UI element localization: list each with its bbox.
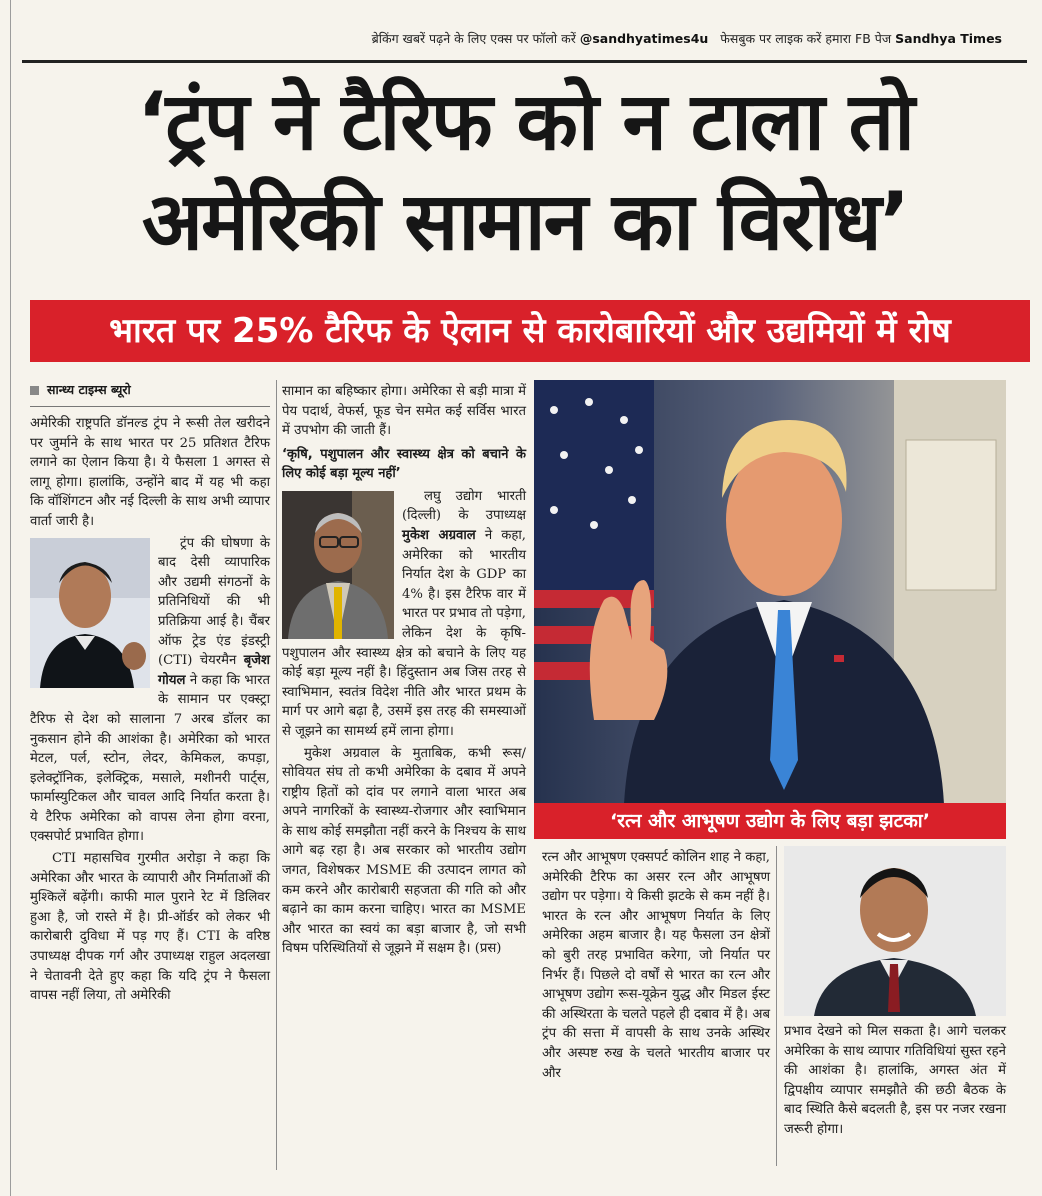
article-column-3 (542, 848, 770, 1168)
col3-para-1: रत्न और आभूषण एक्सपर्ट कोलिन शाह ने कहा, अमेरिकी टैरिफ का असर रत्न और आभूषण उद्योग पर पड़ेगा। ये किसी झटके से कम नहीं है। भारत के रत्न और आभूषण निर्यात के लिए अमेरिका अहम बाजार है। यह फैसला उन क्षेत्रों को बुरी तरह प्रभावित करेगा, जो निर्यात पर निर्भर हैं। पिछले दो वर्षों से भारत का रत्न और आभूषण उद्योग रूस-यूक्रेन युद्ध और मिडल ईस्ट की अस्थिरता के चलते पहले ही दबाव में है। अब ट्रंप की सत्ता में वापसी के साथ उनके अस्थिर और अस्पष्ट रुख के चलते भारतीय बाजार पर और (542, 850, 770, 1081)
goyal-portrait-image (30, 538, 150, 688)
shah-portrait-image (784, 846, 1006, 1016)
trump-photo-image (534, 380, 1006, 804)
x-follow-text: ब्रेकिंग खबरें पढ़ने के लिए एक्स पर फॉलो करें (371, 31, 576, 46)
byline (30, 381, 131, 398)
agarwal-portrait-image (282, 491, 394, 639)
goyal-name: बृजेश गोयल (158, 653, 270, 688)
col1-para-2b: ने कहा कि भारत के सामान पर एक्स्ट्रा टैरिफ से देश को सालाना 7 अरब डॉलर का नुकसान होने की आशंका है। अमेरिका को भारत मेटल, पर्ल, स्टोन, लेदर, केमिकल, कपड़ा, इलेक्ट्रॉनिक, इलेक्ट्रिक, मसाले, मशीनरी पार्ट्स, फार्मास्युटिकल और चावल आदि निर्यात करता है। ये टैरिफ अमेरिका को वापस लेना होगा वरना, एक्सपोर्ट प्रभावित होगा। (30, 672, 270, 845)
col1-para-1: अमेरिकी राष्ट्रपति डॉनल्ड ट्रंप ने रूसी तेल खरीदने पर जुर्माने के साथ भारत पर 25 प्रतिशत टैरिफ लगाने का ऐलान किया है। ये फैसला 1 अगस्त से लागू होगा। हालांकि, उन्होंने बाद में यह भी कहा कि वॉशिंगटन और नई दिल्ली के साथ अभी व्यापार वार्ता जारी है। (30, 416, 270, 529)
byline-square-icon (30, 386, 39, 395)
col2-para-1: सामान का बहिष्कार होगा। अमेरिका से बड़ी मात्रा में पेय पदार्थ, वेफर्स, फूड चेन समेत कई सर्विस भारत में उपभोग की जाती हैं। (282, 384, 526, 439)
col2-subheading: ‘कृषि, पशुपालन और स्वास्थ्य क्षेत्र को बचाने के लिए कोई बड़ा मूल्य नहीं’ (282, 446, 526, 481)
col2-para-2a: लघु उद्योग भारती (दिल्ली) के उपाध्यक्ष (402, 488, 526, 524)
fb-page-name[interactable]: Sandhya Times (895, 31, 1002, 46)
column-divider-1 (276, 380, 277, 1170)
social-promo-bar (22, 22, 1032, 56)
goyal-photo (30, 538, 150, 688)
shah-photo (784, 846, 1006, 1016)
page-edge-rule (10, 0, 11, 1196)
byline-text: सान्ध्य टाइम्स ब्यूरो (47, 382, 131, 397)
subheadline-banner: भारत पर 25% टैरिफ के ऐलान से कारोबारियों और उद्यमियों में रोष (30, 300, 1030, 362)
headline-line-1: ‘ट्रंप ने टैरिफ को न टाला तो (137, 75, 913, 168)
article-column-2 (282, 382, 526, 1172)
article-column-1 (30, 414, 270, 1174)
col4-para-1: प्रभाव देखने को मिल सकता है। आगे चलकर अमेरिका के साथ व्यापार गतिविधियां सुस्त रहने की आशंका है। हालांकि, अगस्त अंत में द्विपक्षीय व्यापार समझौते की छठी बैठक के बाद स्थिति कैसे बदलती है, इस पर नजर रखना जरूरी होगा। (784, 1024, 1006, 1137)
agarwal-name: मुकेश अग्रवाल (402, 527, 476, 543)
photo-caption-banner: ‘रत्न और आभूषण उद्योग के लिए बड़ा झटका’ (534, 803, 1006, 839)
header-divider (22, 60, 1027, 63)
col1-para-3: CTI महासचिव गुरमीत अरोड़ा ने कहा कि अमेरिका और भारत के व्यापारी और निर्माताओं की मुश्किलें बढ़ेंगी। काफी माल पुराने रेट में डिलिवर हुआ है, जो रास्ते में है। प्री-ऑर्डर को लेकर भी कारोबारी दुविधा में पड़ गए हैं। CTI के वरिष्ठ उपाध्यक्ष दीपक गर्ग और उपाध्यक्ष राहुल अदलखा ने चेतावनी देते हुए कहा कि यदि ट्रंप ने फैसला वापस नहीं लिया, तो अमेरिकी (30, 851, 270, 1004)
trump-photo (534, 380, 1006, 804)
x-handle[interactable]: @sandhyatimes4u (579, 31, 709, 46)
article-column-4 (784, 1022, 1006, 1172)
byline-rule (30, 406, 270, 407)
fb-like-text: फेसबुक पर लाइक करें हमारा FB पेज (720, 31, 892, 46)
col2-para-2b: ने कहा, अमेरिका को भारतीय निर्यात देश के GDP का 4% है। इस टैरिफ वार में भारत पर प्रभाव तो पड़ेगा, लेकिन देश के कृषि-पशुपालन और स्वास्थ्य क्षेत्र को बचाने के लिए यह कोई बड़ा मूल्य नहीं है। हिंदुस्तान अब जिस तरह से स्वाभिमान, स्वतंत्र विदेश नीति और भारत प्रथम के मार्ग पर आगे बढ़ा है, उसमें इस तरह की समस्याओं से जूझने का सामर्थ्य हमें लाना होगा। (282, 527, 526, 739)
main-headline (30, 72, 1020, 272)
headline-line-2: अमेरिकी सामान का विरोध’ (141, 175, 909, 268)
column-divider-3 (776, 846, 777, 1166)
col1-para-2a: ट्रंप की घोषणा के बाद देसी व्यापारिक और उद्यमी संगठनों के प्रतिनिधियों की भी प्रतिक्रिया आई है। चैंबर ऑफ ट्रेड एंड इंडस्ट्री (CTI) चेयरमैन (158, 535, 270, 669)
col2-para-3: मुकेश अग्रवाल के मुताबिक, कभी रूस/सोवियत संघ तो कभी अमेरिका के दबाव में अपने राष्ट्रीय हितों को दांव पर लगाने वाला भारत अब अपने नागरिकों के स्वास्थ्य-रोजगार और स्वाभिमान के साथ कोई समझौता नहीं करने के निश्चय के साथ आगे बढ़ रहा है। अब सरकार को भारतीय उद्योग जगत, विशेषकर MSME की उत्पादन लागत को कम करने और कारोबारी सहजता की गति को और बढ़ाने का काम करना चाहिए। भारत का MSME और भारत का स्वयं का बड़ा बाजार है, जो सभी विषम परिस्थितियों से जूझने में सक्षम है। (प्रस) (282, 745, 526, 957)
agarwal-photo (282, 491, 394, 639)
